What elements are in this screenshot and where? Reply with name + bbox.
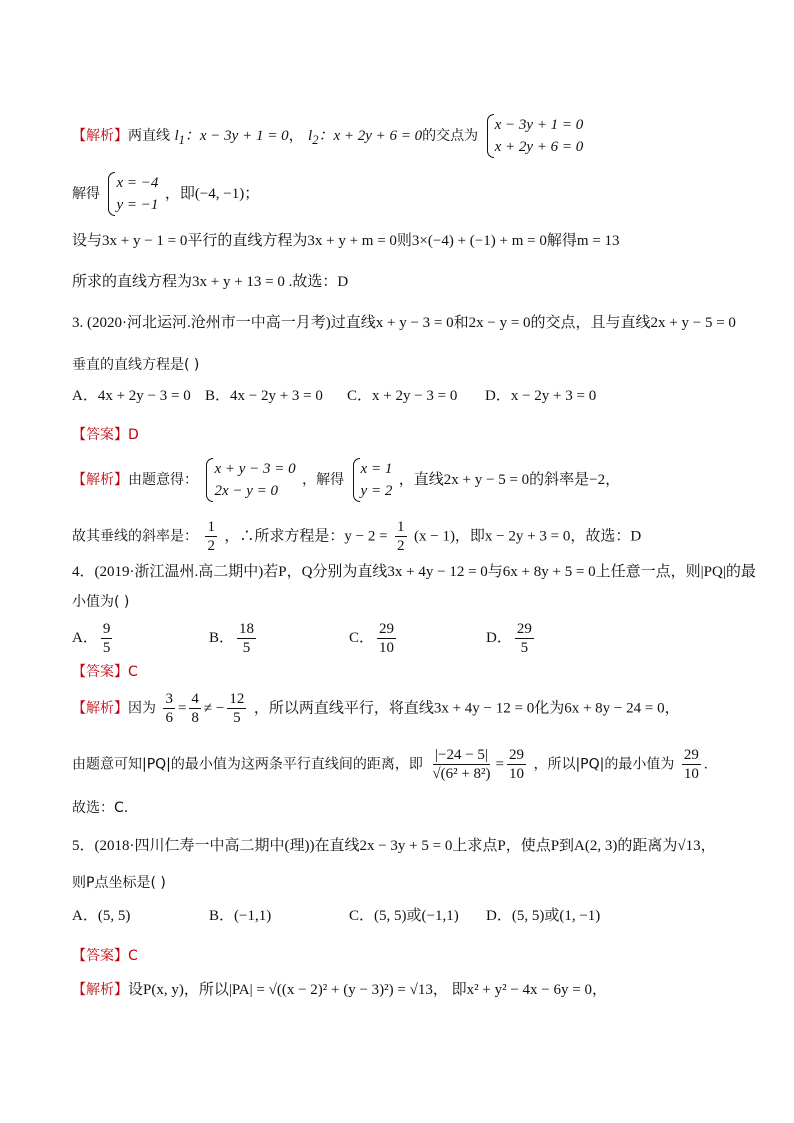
- q5-options: [72, 906, 600, 926]
- q3-solution-line1: 【解析】由题意得： x + y − 3 = 0 2x − y = 0 ，解得 x = 1 y = 2 ，直线2x + y − 5 = 0的斜率是−2，: [72, 458, 620, 502]
- p2-solution-line4: 所求的直线方程为3x + y + 13 = 0 .故选：D: [72, 274, 349, 290]
- q3-stem-line2: 垂直的直线方程是( ): [72, 357, 200, 373]
- q5-option-c: C．(5, 5)或(−1,1): [349, 908, 459, 924]
- q4-option-d: D． $\frac{29}{5}$: [486, 621, 532, 656]
- q5-stem-line1: 5．(2018·四川仁寿一中高二期中(理))在直线2x − 3y + 5 = 0上求点P，使点P到A(2, 3)的距离为√13，: [72, 838, 716, 854]
- q5-stem-line2: 则P点坐标是( ): [72, 875, 166, 891]
- q4-option-a: A． $\frac{9}{5}$: [72, 621, 111, 656]
- q3-option-a: A．4x + 2y − 3 = 0: [72, 388, 191, 404]
- q3-answer: 【答案】D: [72, 427, 139, 443]
- q5-option-b: B．(−1,1): [209, 908, 272, 924]
- equation-system-1: x − 3y + 1 = 0 x + 2y + 6 = 0: [485, 114, 584, 158]
- q3-stem-line1: 3. (2020·河北运河.沧州市一中高一月考)过直线x + y − 3 = 0和2x − y = 0的交点，且与直线2x + y − 5 = 0: [72, 315, 736, 331]
- fraction: $\frac{1}{2}$: [397, 519, 405, 554]
- q5-answer: 【答案】C: [72, 948, 138, 964]
- q4-solution-line1: 【解析】因为 $\frac{3}{6}$ = $\frac{4}{8}$ ≠ − $\frac{12}{5}$ ，所以两直线平行，将直线3x + 4y − 12 = 0化为6x + 8y − 24 = 0，: [72, 691, 680, 726]
- p2-solution-line3: 设与3x + y − 1 = 0平行的直线方程为3x + y + m = 0则3×(−4) + (−1) + m = 0解得m = 13: [72, 233, 620, 249]
- q4-solution-line2: 由题意可知|PQ|的最小值为这两条平行直线间的距离，即 $\frac{|-24 - 5|}{\text{√(6² + 8²)}}$ = $\frac{29}{10}$ ，所以|PQ|的最小值为 $\frac{29}{10}$ .: [72, 747, 708, 782]
- p2-solution-line2: 解得 x = −4 y = −1 ，即(−4, −1)；: [72, 172, 259, 216]
- solution-system-1: x = −4 y = −1: [106, 172, 158, 216]
- q4-conclusion: 故选：C.: [72, 800, 129, 816]
- q3-option-b: B．4x − 2y + 3 = 0: [205, 388, 323, 404]
- line-l2-label: $l_2$：: [308, 128, 334, 147]
- q4-stem-line1: 4．(2019·浙江温州.高二期中)若P，Q分别为直线3x + 4y − 12 = 0与6x + 8y + 5 = 0上任意一点，则|PQ|的最: [72, 564, 756, 580]
- q5-option-d: D．(5, 5)或(1, −1): [486, 908, 601, 924]
- line-l1-label: $l_1$：: [174, 128, 200, 147]
- q4-options: [72, 620, 537, 657]
- q3-solution-line2: 故其垂线的斜率是： $\frac{1}{2}$ ，∴所求方程是：y − 2 = $\frac{1}{2}$ (x − 1)，即x − 2y + 3 = 0，故选：D: [72, 519, 642, 554]
- analysis-tag: 【解析】: [72, 128, 128, 144]
- q3-option-d: D．x − 2y + 3 = 0: [485, 388, 597, 404]
- q5-solution-line1: 【解析】设P(x, y)，所以|PA| = √((x − 2)² + (y − 3)²) = √13， 即x² + y² − 4x − 6y = 0，: [72, 982, 607, 998]
- fraction: $\frac{1}{2}$: [207, 519, 215, 554]
- q4-stem-line2: 小值为( ): [72, 594, 130, 610]
- q4-answer: 【答案】C: [72, 664, 138, 680]
- q4-option-c: C． $\frac{29}{10}$: [349, 621, 395, 656]
- q3-equation-system: x + y − 3 = 0 2x − y = 0: [204, 458, 295, 502]
- q4-option-b: B． $\frac{18}{5}$: [209, 621, 255, 656]
- q3-option-c: C．x + 2y − 3 = 0: [347, 388, 458, 404]
- q3-solution-system: x = 1 y = 2: [351, 458, 393, 502]
- q3-options: [72, 386, 596, 406]
- p2-solution-line1: 【解析】两直线 $l_1$：x − 3y + 1 = 0， $l_2$：x + 2y + 6 = 0的交点为 x − 3y + 1 = 0 x + 2y + 6 = 0: [72, 114, 585, 158]
- q5-option-a: A．(5, 5): [72, 908, 131, 924]
